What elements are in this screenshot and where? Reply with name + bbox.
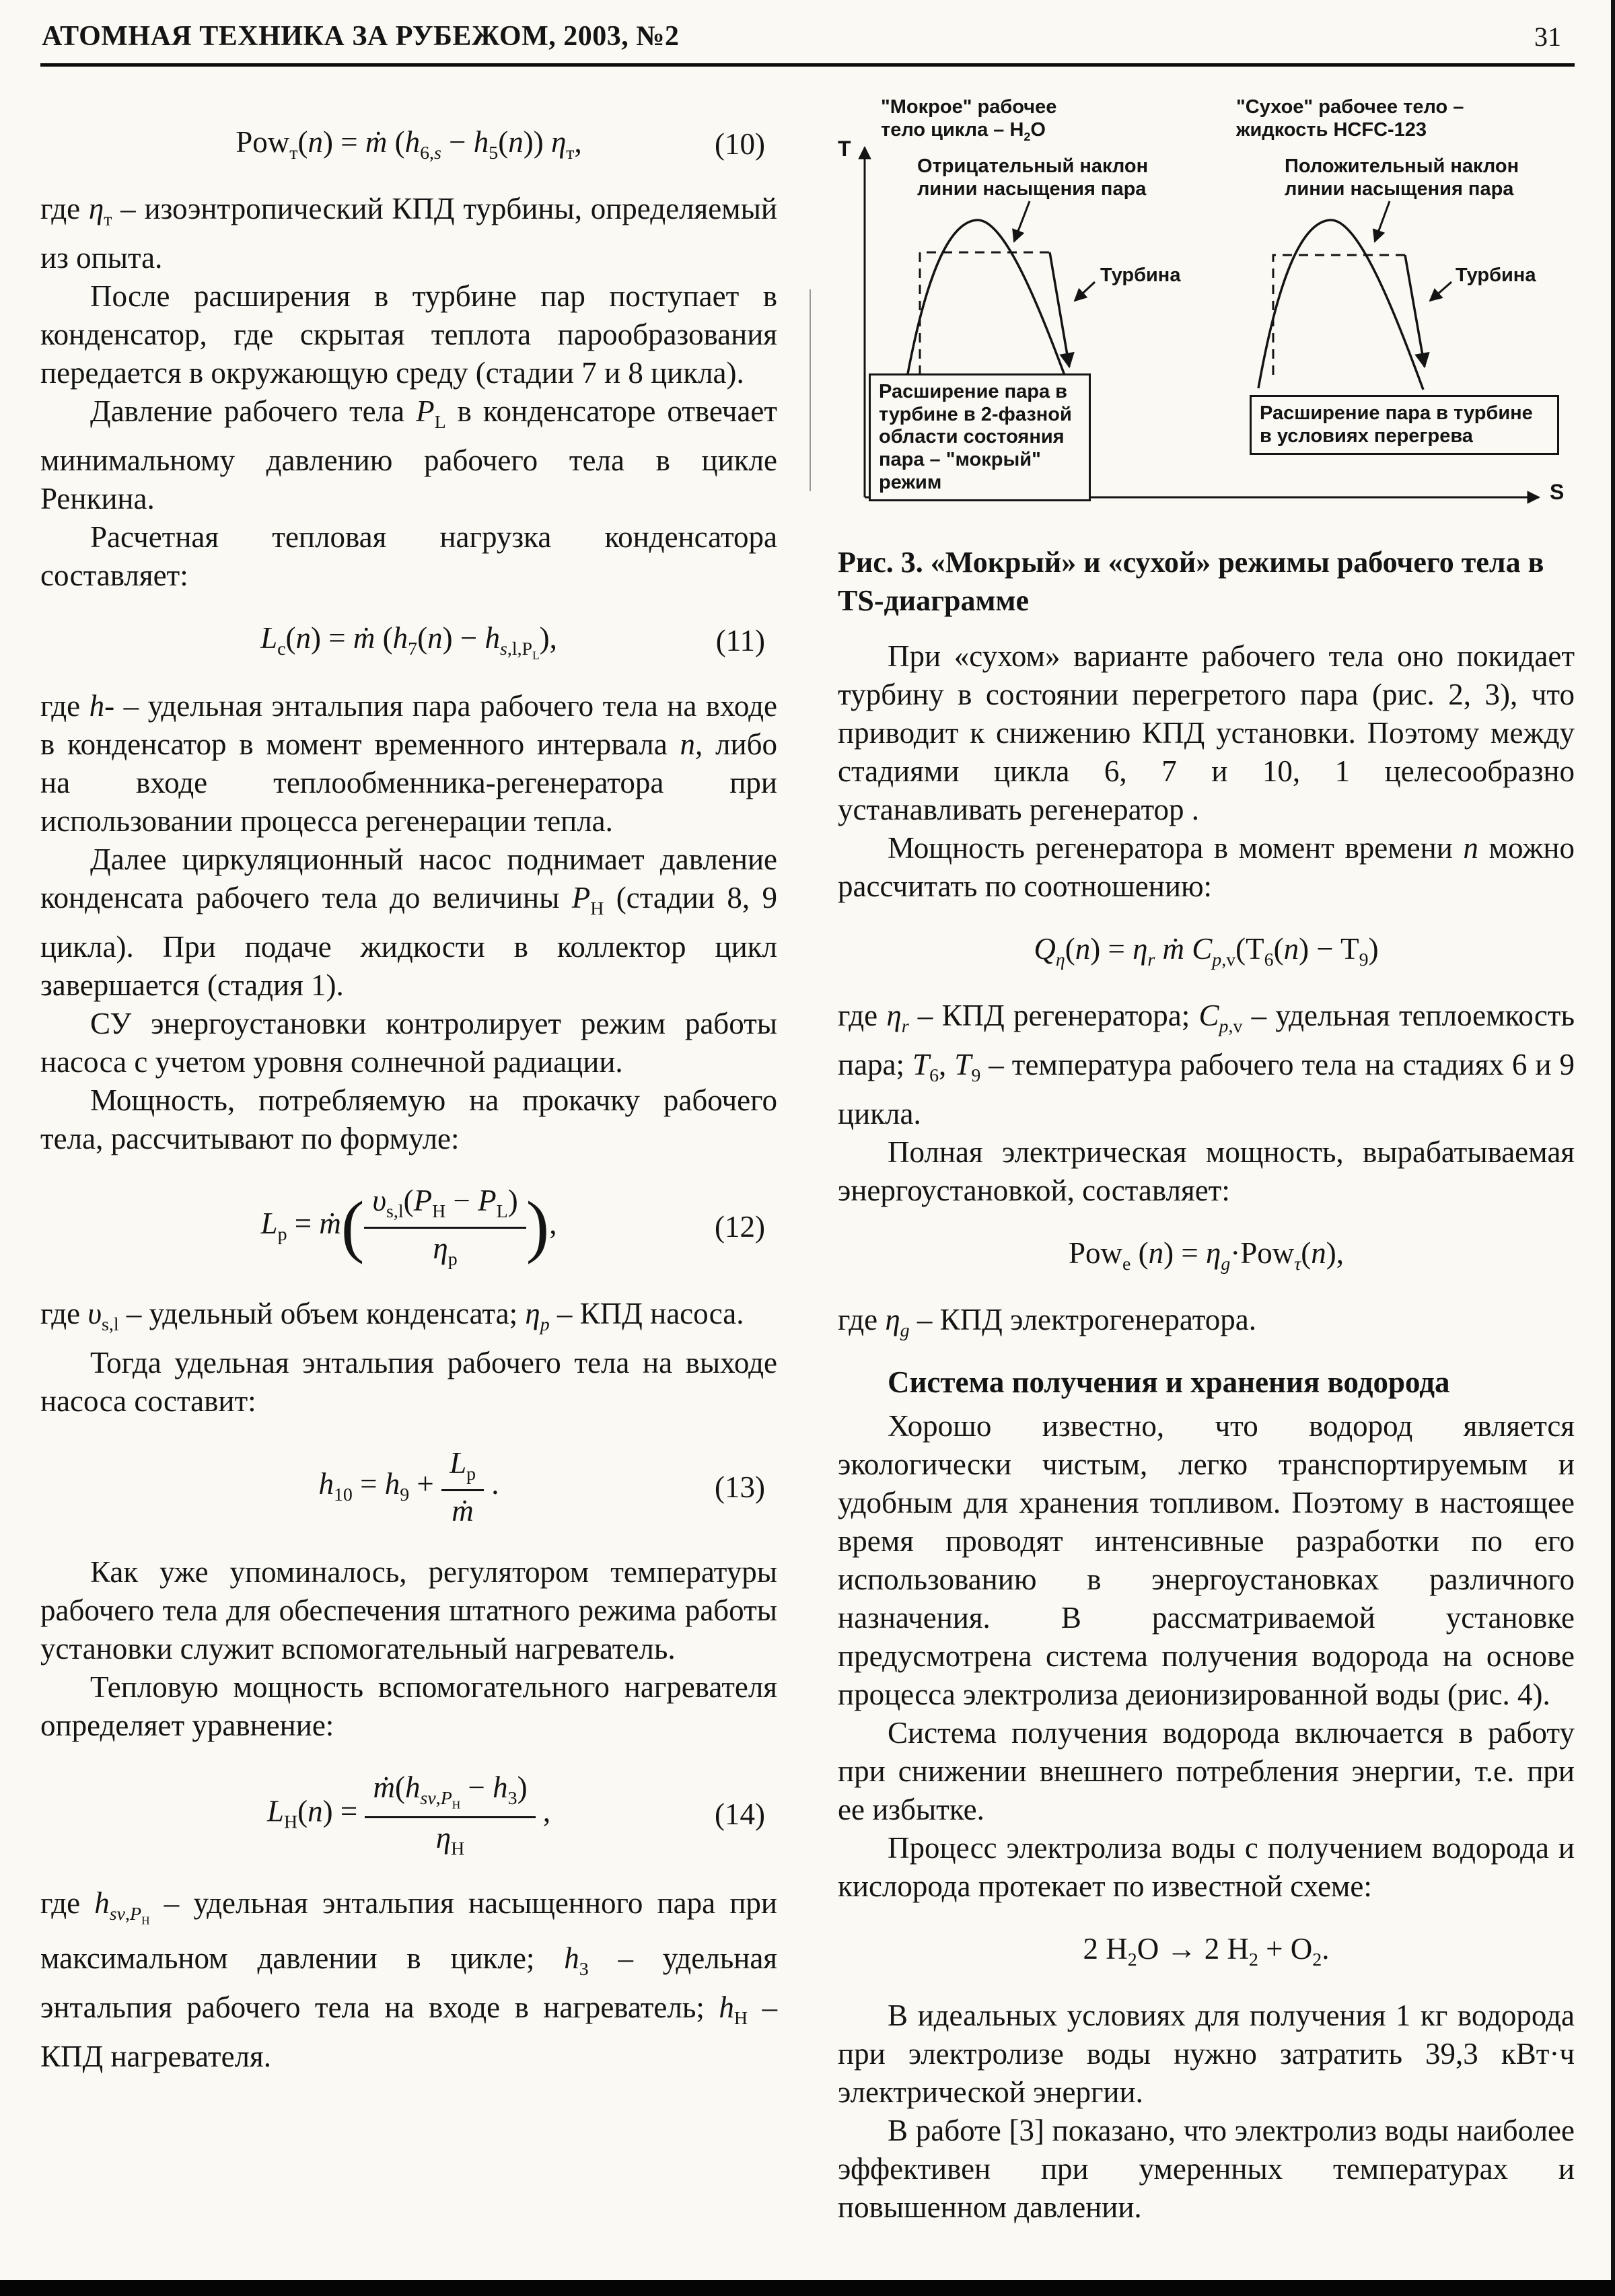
paragraph-eta-turbine: где $\eta_т$ – изоэнтропический КПД турбины, определяемый из опыта. (40, 191, 777, 275)
paragraph-circulation-pump: Далее циркуляционный насос поднимает давление конденсата рабочего тела до величины $P_Н$ (стадии 8, 9 цикла). При подаче жидкости в коллектор цикл завершается (стадия 1). (40, 842, 777, 1003)
equation-11-body: $L_c(n)$ = ṁ $(h_7(n) - h_{s,l,P_L})$, (260, 620, 557, 662)
label-turbine-right: Турбина (1456, 264, 1536, 286)
figure-caption: Рис. 3. «Мокрый» и «сухой» режимы рабочего тела в TS-диаграмме (838, 546, 1544, 617)
equation-10-body: Pow$_т$(n) = ṁ $(h_{6,s} - h_5(n))$ $\eta_т$, (236, 125, 582, 164)
equation-10-number: (10) (715, 127, 765, 162)
label-dry-working-fluid: "Сухое" рабочее тело – жидкость HCFC-123 (1236, 96, 1464, 141)
page-number: 31 (1534, 22, 1561, 52)
equation-13 (40, 1445, 777, 1529)
equation-electrolysis (838, 1930, 1575, 1972)
equation-10 (40, 123, 777, 166)
paragraph-dry-variant: При «сухом» варианте рабочего тела оно покидает турбину в состоянии перегретого пара (рис. 2, 3), что приводит к снижению КПД установки. Поэтому между стадиями цикла 6, 7 и 10, 1 целесообразно устанавливать регенератор . (838, 639, 1575, 826)
paragraph-hydrogen-intro: Хорошо известно, что водород является экологически чистым, легко транспортируемым и удобным для хранения топливом. Поэтому в настоящее время проводят интенсивные разработки по его использованию в энергоустановках различного назначения. В рассматриваемой установке предусмотрена система получения водорода на основе процесса электролиза деионизированной воды (рис. 4). (838, 1408, 1575, 1711)
equation-11 (40, 619, 777, 663)
label-wet-expansion-box: Расширение пара в турбине в 2-фазной области состояния пара – "мокрый" режим (869, 373, 1091, 501)
paragraph-specific-volume: где $\upsilon_{s,l}$ – удельный объем конденсата; $\eta_p$ – КПД насоса. (40, 1297, 744, 1336)
label-wet-working-fluid: "Мокрое" рабочее тело цикла – $H_2O$ (881, 96, 1057, 143)
equation-12 (40, 1182, 777, 1270)
paragraph-regenerator-power: Мощность регенератора в момент времени n можно рассчитать по соотношению: (838, 831, 1575, 903)
paragraph-electrolysis-scheme: Процесс электролиза воды с получением водорода и кислорода протекает по известной схеме: (838, 1830, 1575, 1903)
right-column (838, 96, 1575, 2227)
equation-electric-power (838, 1234, 1575, 1277)
paragraph-reference-3: В работе [3] показано, что электролиз воды наиболее эффективен при умеренных температурах и повышенном давлении. (838, 2113, 1575, 2224)
label-positive-slope: Положительный наклон линии насыщения пара (1285, 155, 1519, 200)
axis-label-s: S (1550, 480, 1565, 504)
equation-electric-power-body: Pow$_e$ $(n) = \eta_g\cdot Pow_\tau(n)$, (1068, 1235, 1344, 1275)
equation-11-number: (11) (715, 624, 765, 658)
page-header (40, 15, 1575, 67)
equation-regenerator (838, 930, 1575, 972)
left-column (40, 99, 777, 2227)
label-negative-slope: Отрицательный наклон линии насыщения пара (917, 155, 1149, 200)
scan-artifact-right-edge (1611, 0, 1615, 2296)
paragraph-pressure-pl: Давление рабочего тела $P_L$ в конденсаторе отвечает минимальному давлению рабочего тела в цикле Ренкина. (40, 394, 778, 515)
equation-13-number: (13) (715, 1470, 765, 1504)
paragraph-pump-outlet-enthalpy: Тогда удельная энтальпия рабочего тела на выходе насоса составит: (40, 1346, 777, 1419)
two-column-layout (40, 96, 1575, 2227)
paragraph-heater-power: Тепловую мощность вспомогательного нагревателя определяет уравнение: (40, 1670, 777, 1743)
scan-artifact-gutter-line (810, 289, 811, 491)
paragraph-regenerator-terms: где $\eta_r$ – КПД регенератора; $C_{p,v}$ – удельная теплоемкость пара; $Т_6$, $Т_9$ – температура рабочего тела на стадиях 6 и 9 цикла. (838, 998, 1575, 1131)
paragraph-aux-heater: Как уже упоминалось, регулятором температуры рабочего тела для обеспечения штатного режима работы установки служит вспомогательный нагреватель. (40, 1555, 777, 1666)
paragraph-saturated-enthalpy: где $h_{sv,P_Н}$ – удельная энтальпия насыщенного пара при максимальном давлении в цикле; $h_3$ – удельная энтальпия рабочего тела на входе в нагреватель; $h_Н$ – КПД нагревателя. (40, 1886, 778, 2074)
paragraph-pump-power: Мощность, потребляемую на прокачку рабочего тела, рассчитывают по формуле: (40, 1083, 777, 1156)
label-dry-expansion-box: Расширение пара в турбине в условиях перегрева (1250, 395, 1559, 455)
label-turbine-left: Турбина (1100, 264, 1181, 286)
equation-14-number: (14) (715, 1797, 765, 1832)
section-heading-hydrogen: Система получения и хранения водорода (888, 1365, 1450, 1399)
paragraph-condenser-load: Расчетная тепловая нагрузка конденсатора составляет: (40, 519, 777, 592)
axis-label-t: T (838, 137, 851, 161)
journal-title: АТОМНАЯ ТЕХНИКА ЗА РУБЕЖОМ, 2003, №2 (42, 21, 680, 52)
equation-14 (40, 1769, 777, 1860)
equation-14-body: $L_Н(n)$ = $\frac{ṁ(h_{sv,P_Н} - h_3)}{\eta_Н}$ , (266, 1770, 551, 1859)
equation-13-body: $h_{10} = h_9$ + $\frac{L_p}{\text{ṁ}}$ . (318, 1446, 499, 1528)
paragraph-ideal-conditions: В идеальных условиях для получения 1 кг водорода при электролизе воды нужно затратить 39,3 кВт·ч электрической энергии. (838, 1998, 1575, 2109)
paragraph-enthalpy-condenser: где h- – удельная энтальпия пара рабочего тела на входе в конденсатор в момент временного интервала n, либо на входе теплообменника-регенератора при использовании процесса регенерации тепла. (40, 689, 777, 838)
equation-12-body: $L_p$ = ṁ( $\frac{\upsilon_{s,l}(P_Н - P_L)}{\eta_p}$ ), (260, 1184, 557, 1270)
equation-12-number: (12) (715, 1209, 765, 1244)
paragraph-hydrogen-system-start: Система получения водорода включается в работу при снижении внешнего потребления энергии, т.е. при ее избытке. (838, 1715, 1575, 1826)
scan-artifact-bottom-edge (0, 2280, 1615, 2296)
equation-regenerator-body: $Q_\eta(n) = \eta_r$ ṁ $C_{p,v}(T_6(n) - T_9)$ (1034, 932, 1379, 970)
paragraph-after-expansion: После расширения в турбине пар поступает в конденсатор, где скрытая теплота парообразования передается в окружающую среду (стадии 7 и 8 цикла). (40, 279, 777, 390)
equation-electrolysis-body: 2 $H_2O \to 2$ $H_2 + O_2$. (1083, 1931, 1330, 1970)
paragraph-total-electric-power: Полная электрическая мощность, вырабатываемая энергоустановкой, составляет: (838, 1135, 1575, 1207)
paragraph-control-system: СУ энергоустановки контролирует режим работы насоса с учетом уровня солнечной радиации. (40, 1007, 777, 1079)
paragraph-generator-efficiency: где $\eta_g$ – КПД электрогенератора. (838, 1302, 1256, 1341)
figure-ts-diagram (838, 96, 1575, 534)
